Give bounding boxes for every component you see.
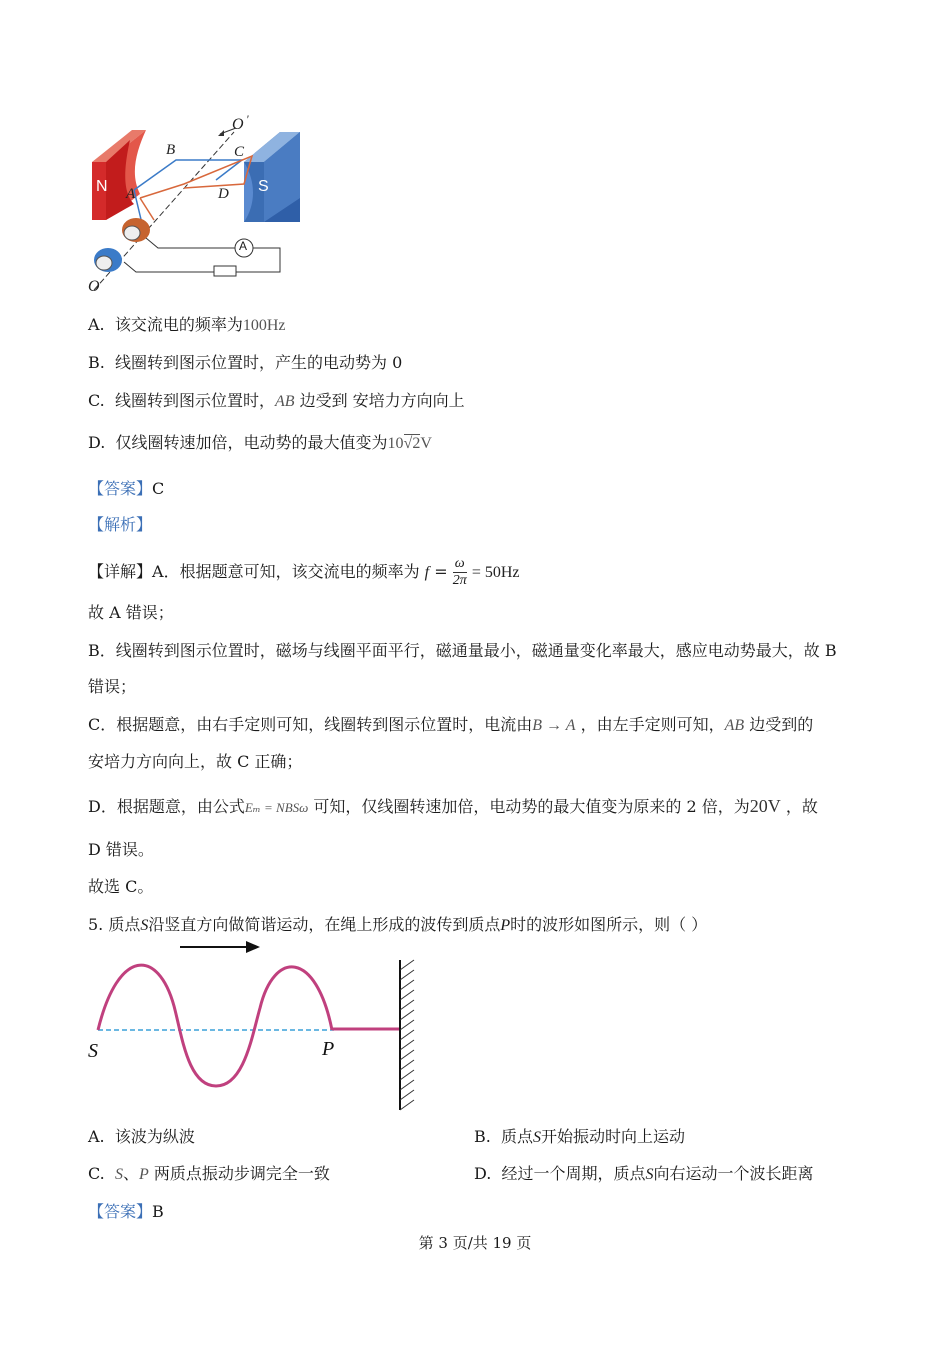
q4-answer: 【答案】C [88,479,165,498]
q4-option-a: A. 该交流电的频率为100Hz [88,315,286,334]
label-o-bottom: O [88,278,100,295]
q4-detail-d-line1: D．根据题意，由公式Eₘ = NBSω 可知，仅线圈转速加倍，电动势的最大值变为原来的 2 倍，为20V ，故 [88,796,818,816]
q5-stem: 5. 质点S沿竖直方向做简谐运动，在绳上形成的波传到质点P时的波形如图所示，则（ ） [88,915,708,934]
wave-label-s: S [88,1040,98,1062]
label-o-top-prime: ' [246,112,249,126]
q4-option-d: D. 仅线圈转速加倍，电动势的最大值变为10√2V [88,433,432,452]
label-a: A [126,186,136,202]
q4-option-b: B. 线圈转到图示位置时，产生的电动势为 0 [88,353,403,372]
generator-diagram [84,112,308,302]
label-c: C [234,144,245,160]
wave-figure [84,936,424,1116]
wave-diagram [84,936,424,1116]
label-n: N [96,178,108,195]
q5-option-d: D. 经过一个周期，质点S向右运动一个波长距离 [474,1164,814,1183]
q4-detail-b-line2: 错误； [88,677,137,696]
q4-analysis-label: 【解析】 [88,515,153,534]
q4-detail-a: 【详解】A．根据题意可知，该交流电的频率为 f = $\frac{\omega}{2\pi}$ = 50Hz [88,556,520,588]
wave-label-p: P [322,1038,335,1060]
q4-detail-b-line1: B．线圈转到图示位置时，磁场与线圈平面平行，磁通量最小，磁通量变化率最大，感应电动势最大，故 B [88,641,837,660]
q5-option-a: A. 该波为纵波 [88,1127,195,1146]
q4-detail-a-conclusion: 故 A 错误； [88,603,174,622]
q4-detail-c-line2: 安培力方向向上，故 C 正确； [88,752,303,771]
q4-detail-final: 故选 C。 [88,877,154,896]
q5-option-b: B. 质点S开始振动时向上运动 [474,1127,686,1146]
label-b: B [166,142,176,158]
page-footer: 第 3 页/共 19 页 [418,1234,532,1252]
q4-detail-c-line1: C．根据题意，由右手定则可知，线圈转到图示位置时，电流由B → A ，由左手定则可知，AB 边受到的 [88,715,814,734]
label-ammeter: A [239,239,248,253]
label-s: S [258,178,269,195]
q5-option-c: C. S、P 两质点振动步调完全一致 [88,1164,330,1183]
resistor-symbol [214,266,236,276]
label-d: D [218,186,229,202]
wave-curve [98,965,335,1086]
omega-over-2pi: $\frac{\omega}{2\pi}$ [452,556,467,588]
q5-answer: 【答案】B [88,1202,164,1221]
arrow-head [246,941,260,953]
q4-detail-d-line2: D 错误。 [88,840,154,859]
q4-option-c: C. 线圈转到图示位置时，AB 边受到 安培力方向向上 [88,391,465,410]
label-o-top: O [232,116,244,133]
generator-figure [84,112,308,302]
